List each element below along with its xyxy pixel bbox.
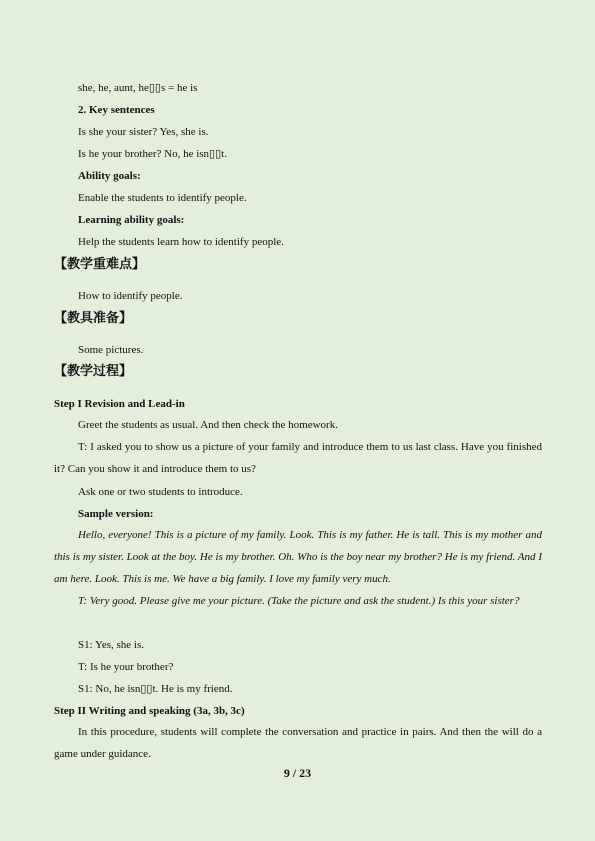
ability-goals-heading: Ability goals: <box>78 170 141 182</box>
difficulty-text: How to identify people. <box>78 290 183 302</box>
key-sentence-2: Is he your brother? No, he isn▯▯t. <box>78 148 227 160</box>
page-number: 9 / 23 <box>283 766 312 780</box>
step2-text: In this procedure, students will complete the conversation and practice in pairs. And then the will do a game under guidance. <box>54 726 542 760</box>
step2-title: Step II Writing and speaking (3a, 3b, 3c) <box>54 705 245 717</box>
dialogue-t-question: T: Is he your brother? <box>78 661 174 673</box>
learning-goals-text: Help the students learn how to identify people. <box>78 236 284 248</box>
learning-goals-heading: Learning ability goals: <box>78 214 185 226</box>
dialogue-s1-yes: S1: Yes, she is. <box>78 639 145 651</box>
process-section-header: 【教学过程】 <box>54 364 133 379</box>
step1-teacher-question: T: Very good. Please give me your picture. (Take the picture and ask the student.) Is this your sister? <box>78 595 520 607</box>
step1-teacher-paragraph: T: I asked you to show us a picture of your family and introduce them to us last class. Have you finished it? Can you show it and introduce them to us? <box>54 441 542 475</box>
difficulty-section-header: 【教学重难点】 <box>54 257 146 272</box>
key-sentence-1: Is she your sister? Yes, she is. <box>78 126 209 138</box>
sample-version-label: Sample version: <box>78 508 154 520</box>
step1-greet: Greet the students as usual. And then check the homework. <box>78 419 338 431</box>
ability-goals-text: Enable the students to identify people. <box>78 192 247 204</box>
key-sentences-heading: 2. Key sentences <box>78 104 155 116</box>
step1-title: Step I Revision and Lead-in <box>54 398 185 410</box>
vocab-line: she, he, aunt, he▯▯s = he is <box>78 82 198 94</box>
tools-text: Some pictures. <box>78 344 144 356</box>
tools-section-header: 【教具准备】 <box>54 311 133 326</box>
dialogue-s1-no: S1: No, he isn▯▯t. He is my friend. <box>78 683 233 695</box>
sample-version-text: Hello, everyone! This is a picture of my family. Look. This is my father. He is tall. This is my mother and this is my sister. Look at the boy. He is my brother. Oh. Who is the boy near my brother? He is my friend. And I am here. Look. This is me. We have a big family. I love my family very much. <box>54 529 542 585</box>
step1-ask: Ask one or two students to introduce. <box>78 486 243 498</box>
